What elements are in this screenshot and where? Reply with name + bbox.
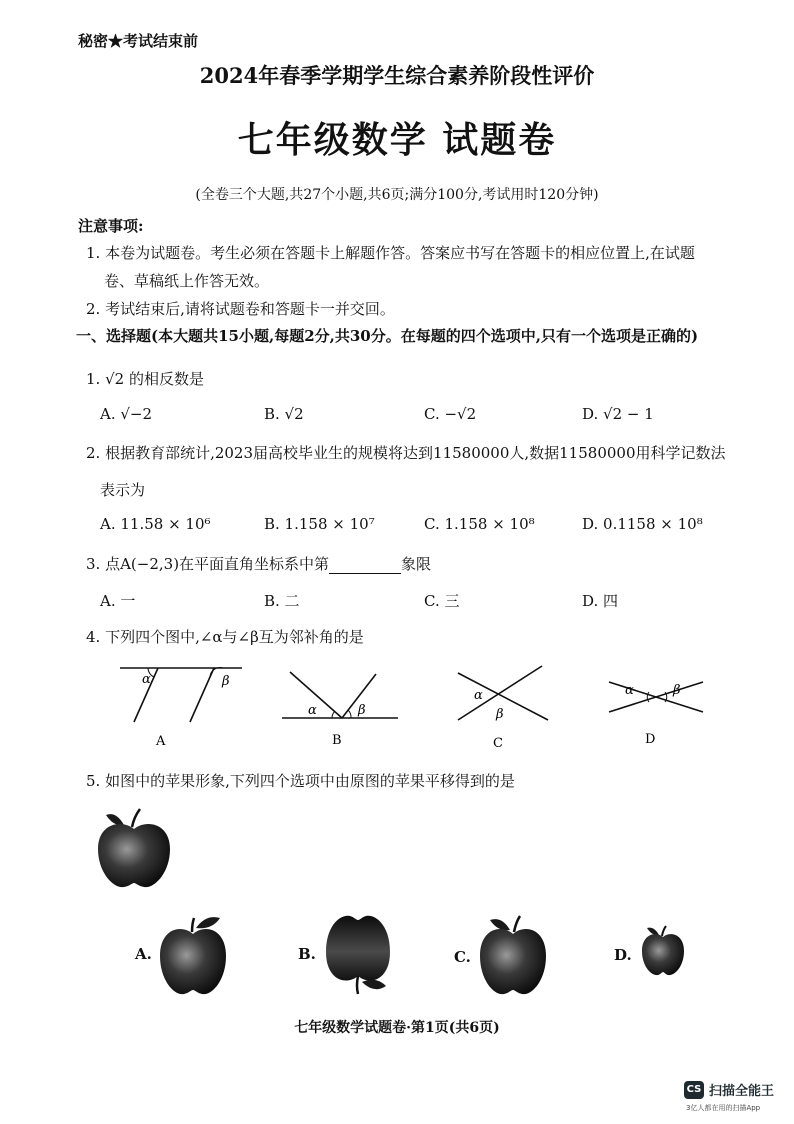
q4-figure-c xyxy=(450,658,560,753)
q4-figure-b xyxy=(278,660,408,750)
q3-option-c: C. 三 xyxy=(424,592,460,610)
exam-subtitle: 2024年春季学期学生综合素养阶段性评价 xyxy=(199,63,595,88)
q5-label-a: A. xyxy=(135,945,152,963)
section-1-heading: 一、选择题(本大题共15小题,每题2分,共30分。在每题的四个选项中,只有一个选项是正确的) xyxy=(76,327,699,345)
page-footer: 七年级数学试题卷·第1页(共6页) xyxy=(294,1020,500,1036)
q2-option-c: C. 1.158 × 10⁸ xyxy=(424,515,535,533)
q4-caption-c: C xyxy=(493,736,503,751)
q2-stem-line-1: 2. 根据教育部统计,2023届高校毕业生的规模将达到11580000人,数据11580000用科学记数法 xyxy=(86,444,726,462)
q1-option-d: D. √2 − 1 xyxy=(582,405,654,423)
q3-stem-end: 象限 xyxy=(401,555,432,573)
q4-caption-d: D xyxy=(645,732,656,747)
q2-option-d: D. 0.1158 × 10⁸ xyxy=(582,515,703,533)
q4-b-alpha: α xyxy=(308,703,317,718)
exam-info: (全卷三个大题,共27个小题,共6页;满分100分,考试用时120分钟) xyxy=(195,187,599,203)
q4-caption-a: A xyxy=(156,734,166,749)
q2-stem-line-2: 表示为 xyxy=(100,481,146,499)
q4-a-beta: β xyxy=(222,674,230,689)
q3-option-b: B. 二 xyxy=(264,592,300,610)
q5-label-d: D. xyxy=(614,946,632,964)
q4-d-beta: β xyxy=(673,683,681,698)
q4-d-alpha: α xyxy=(625,683,634,698)
q3-option-d: D. 四 xyxy=(582,592,619,610)
q4-b-beta: β xyxy=(358,703,366,718)
q4-c-beta: β xyxy=(496,707,504,722)
q5-apple-a xyxy=(156,910,230,998)
q4-caption-b: B xyxy=(332,733,342,748)
q4-stem: 4. 下列四个图中,∠α与∠β互为邻补角的是 xyxy=(86,628,364,646)
q5-original-apple xyxy=(94,803,174,891)
q1-stem: 1. √2 的相反数是 xyxy=(86,370,204,388)
q5-label-c: C. xyxy=(454,948,471,966)
q1-option-a: A. √−2 xyxy=(100,405,153,423)
q5-label-b: B. xyxy=(298,945,316,963)
camscanner-tagline: 3亿人都在用的扫描App xyxy=(686,1104,761,1112)
q4-figure-d xyxy=(605,662,715,747)
q3-option-a: A. 一 xyxy=(100,592,136,610)
q5-apple-d xyxy=(640,922,686,978)
note-1-line-2: 卷、草稿纸上作答无效。 xyxy=(104,272,270,290)
q2-option-a: A. 11.58 × 10⁶ xyxy=(100,515,211,533)
q5-stem: 5. 如图中的苹果形象,下列四个选项中由原图的苹果平移得到的是 xyxy=(86,772,515,790)
q3-stem xyxy=(86,553,431,574)
notes-heading: 注意事项: xyxy=(78,217,144,235)
q3-stem-start: 3. 点A(−2,3)在平面直角坐标系中第 xyxy=(86,555,330,573)
q4-a-alpha: α xyxy=(142,672,151,687)
q4-c-alpha: α xyxy=(474,688,483,703)
exam-title: 七年级数学 试题卷 xyxy=(237,119,557,161)
q2-option-b: B. 1.158 × 10⁷ xyxy=(264,515,375,533)
q1-option-b: B. √2 xyxy=(264,405,304,423)
confidential-mark: 秘密★考试结束前 xyxy=(78,32,199,50)
camscanner-name: 扫描全能王 xyxy=(709,1084,775,1099)
q5-apple-b xyxy=(322,912,394,998)
camscanner-logo-icon: CS xyxy=(684,1081,704,1099)
q5-apple-c xyxy=(476,910,550,998)
q1-option-c: C. −√2 xyxy=(424,405,477,423)
q4-figure-a xyxy=(110,655,260,750)
q3-answer-blank xyxy=(329,559,401,574)
note-2: 2. 考试结束后,请将试题卷和答题卡一并交回。 xyxy=(86,300,395,318)
note-1-line-1: 1. 本卷为试题卷。考生必须在答题卡上解题作答。答案应书写在答题卡的相应位置上,在试题 xyxy=(86,244,695,262)
